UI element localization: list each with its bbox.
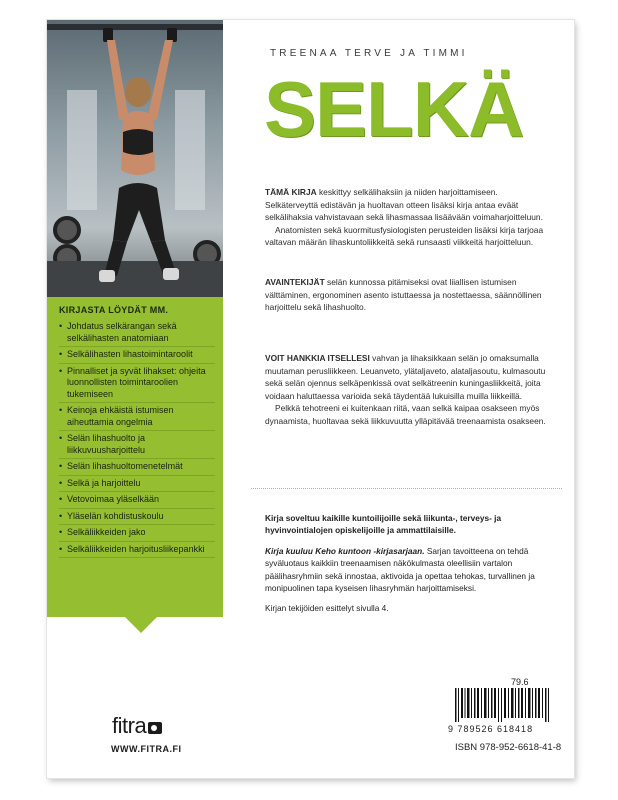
dotted-divider [251,488,562,489]
info-block [265,512,551,623]
athlete-photo [47,20,223,297]
fitra-logo-icon [148,722,162,734]
isbn: ISBN 978-952-6618-41-8 [455,742,562,753]
list-item: • Pinnalliset ja syvät lihakset: ohjeita luonnollisten toimintaroolien tukemiseen [59,366,215,404]
contents-heading: KIRJASTA LÖYDÄT MM. [59,305,169,315]
list-item: • Johdatus selkärangan sekä selkälihasten anatomiaan [59,321,215,347]
list-item: • Vetovoimaa yläselkään [59,494,215,509]
left-sidebar [47,20,223,778]
barcode-number: 9 789526 618418 [448,724,534,734]
list-item: • Selkäliikkeiden harjoitusliikepankki [59,544,215,559]
paragraph-lead: VOIT HANKKIA ITSELLESI [265,353,370,363]
paragraph-lead: TÄMÄ KIRJA [265,187,317,197]
series-text: Sarjan tavoitteena on tehdä syväluotaus kaikkiin treenaamisen näkökulmasta oleellisiin vartalon päälihasryhmiin sekä innostaa, aktivoida ja opettaa tehokas, turvallinen ja monipuolinen tapa kyseisen lihasryhmän harjoittamiseksi. [265,545,535,594]
publisher-logo-text: fitra [112,713,147,738]
main-text-area [223,20,574,778]
book-back-cover [47,20,574,778]
book-title: SELKÄ [264,65,524,153]
publisher-url: WWW.FITRA.FI [111,744,182,754]
paragraph-text: vahvan ja lihaksikkaan selän jo omaksumalla muutaman perusliikkeen. Leuanveto, ylätaljaveto, alataljasoutu, kulmasoutu sekä selän ojennus selkäpenkissä ovat selkätreenin kuningasliikkeitä, joita voidaan haluttaessa varioida sekä täydentää lukuisilla muilla liikkeillä. [265,353,546,401]
series-info [265,545,551,595]
audience-text: Kirja soveltuu kaikille kuntoilijoille sekä liikunta-, terveys- ja hyvinvointialojen opiskelijoille ja ammattilaisille. [265,513,502,536]
list-item: • Selän lihashuoltomenetelmät [59,461,215,476]
athlete-figure [47,20,223,297]
list-item: • Yläselän kohdistuskoulu [59,511,215,526]
contents-panel [47,297,223,617]
paragraph-anatomy: Anatomisten sekä kuormitusfysiologisten perusteiden lisäksi kirja tarjoaa valtavan määrän lihaskuntoliikkeitä sekä runsaasti viikkeitä harjoitteluun. [265,224,544,248]
paragraph-text: keskittyy selkälihaksiin ja niiden harjoittamiseen. Selkäterveyttä edistävän ja huoltavan otteen lisäksi kirja antaa eväät selkälihaksia vahvistavaan sekä lihasmassaa lisäävään voimaharjoitteluun. [265,187,543,223]
list-item: • Selän lihashuolto ja liikkuvuusharjoittelu [59,433,215,459]
paragraph-lead: AVAINTEKIJÄT [265,277,325,287]
series-title: TREENAA TERVE JA TIMMI [270,48,468,59]
paragraph-text: selän kunnossa pitämiseksi ovat liiallisen istumisen välttäminen, ergonominen asento istuttaessa ja nostettaessa, säännöllinen harjoittelu sekä lihashuolto. [265,277,542,313]
list-item: • Selkälihasten lihastoimintaroolit [59,349,215,364]
exercises-block [265,352,553,428]
barcode-icon [453,688,553,722]
key-factors-block [265,276,553,314]
description-block [265,186,553,249]
series-lead: Kirja kuuluu Keho kuntoon -kirjasarjaan. [265,545,425,556]
authors-note: Kirjan tekijöiden esittelyt sivulla 4. [265,603,389,614]
contents-list [59,321,215,560]
paragraph-key-factors [265,276,553,314]
publisher-logo [112,713,162,739]
paragraph-exercises [265,352,553,402]
paragraph-intro [265,186,553,224]
price-code: 79.6 [511,677,529,687]
paragraph-maintenance: Pelkkä tehotreeni ei kuitenkaan riitä, vaan selkä kaipaa osakseen myös dynaamista, huoltavaa sekä liikkuvuutta ylläpitävää treenaamista osakseen. [265,403,546,426]
list-item: • Selkä ja harjoittelu [59,478,215,493]
list-item: • Keinoja ehkäistä istumisen aiheuttamia ongelmia [59,405,215,431]
list-item: • Selkäliikkeiden jako [59,527,215,542]
